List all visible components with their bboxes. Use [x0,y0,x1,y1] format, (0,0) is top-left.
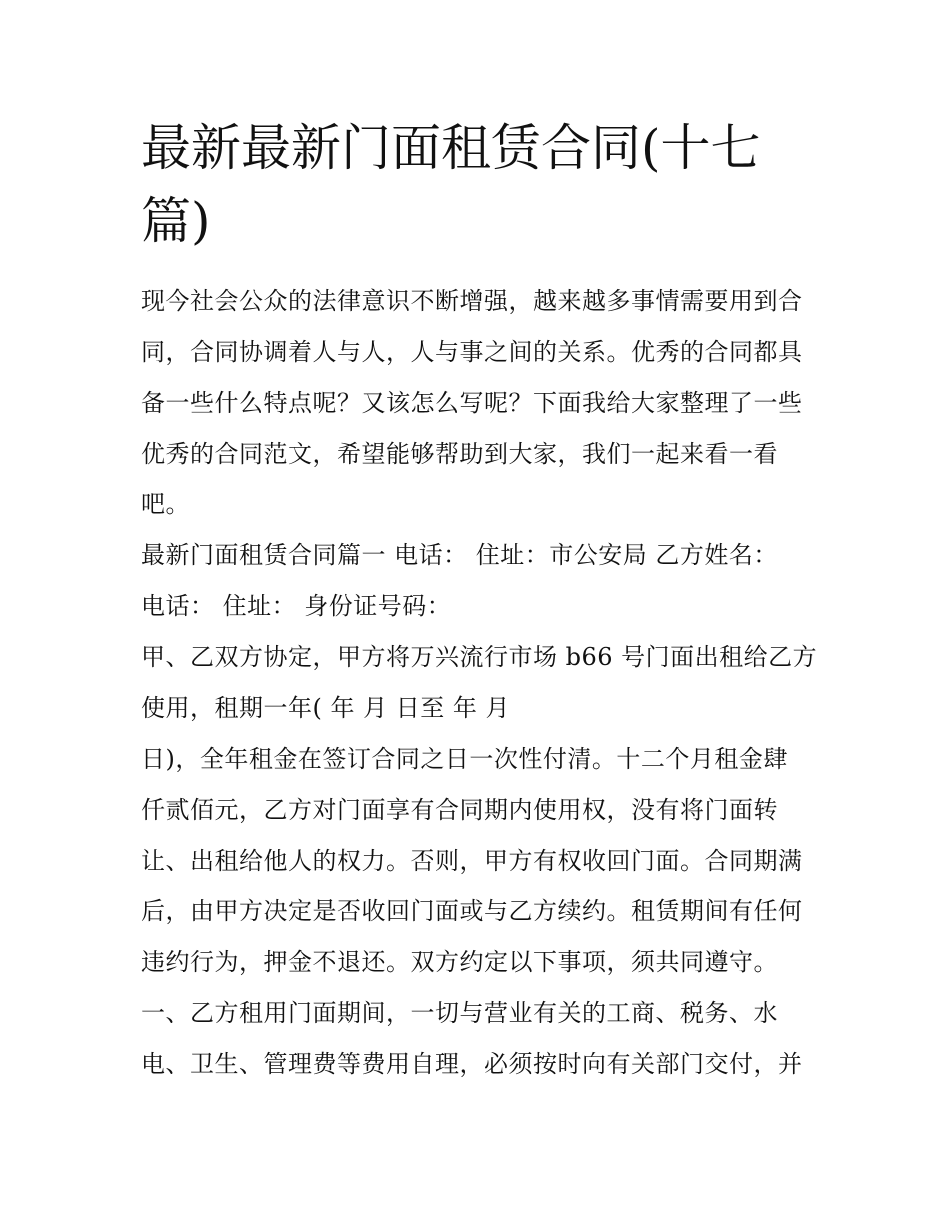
title-line-1: 最新最新门面租赁合同(十七 [141,119,761,177]
body-line-14: 违约行为，押金不退还。双方约定以下事项，须共同遵守。 [141,948,778,976]
body-line-8: 甲、乙双方协定，甲方将万兴流行市场 b66 号门面出租给乙方 [141,643,818,671]
body-line-6: 最新门面租赁合同篇一 电话： 住址：市公安局 乙方姓名： [141,541,778,569]
body-line-9: 使用，租期一年( 年 月 日至 年 月 [141,694,511,722]
body-line-4: 优秀的合同范文，希望能够帮助到大家，我们一起来看一看 [141,440,778,468]
document-title [141,112,821,258]
body-line-16: 电、卫生、管理费等费用自理，必须按时向有关部门交付，并 [141,1050,803,1078]
body-line-11: 仟贰佰元，乙方对门面享有合同期内使用权，没有将门面转 [141,796,778,824]
body-line-2: 同，合同协调着人与人，人与事之间的关系。优秀的合同都具 [141,338,803,366]
body-line-5: 吧。 [141,490,190,518]
body-line-1: 现今社会公众的法律意识不断增强，越来越多事情需要用到合 [141,287,803,315]
body-line-13: 后，由甲方决定是否收回门面或与乙方续约。租赁期间有任何 [141,897,803,925]
body-line-7: 电话： 住址： 身份证号码： [141,592,452,620]
body-line-3: 备一些什么特点呢？又该怎么写呢？下面我给大家整理了一些 [141,389,803,417]
body-line-15: 一、乙方租用门面期间，一切与营业有关的工商、税务、水 [141,999,778,1027]
title-line-2: 篇) [141,192,211,250]
body-line-12: 让、出租给他人的权力。否则，甲方有权收回门面。合同期满 [141,847,803,875]
body-line-10: 日)，全年租金在签订合同之日一次性付清。十二个月租金肆 [141,745,788,773]
